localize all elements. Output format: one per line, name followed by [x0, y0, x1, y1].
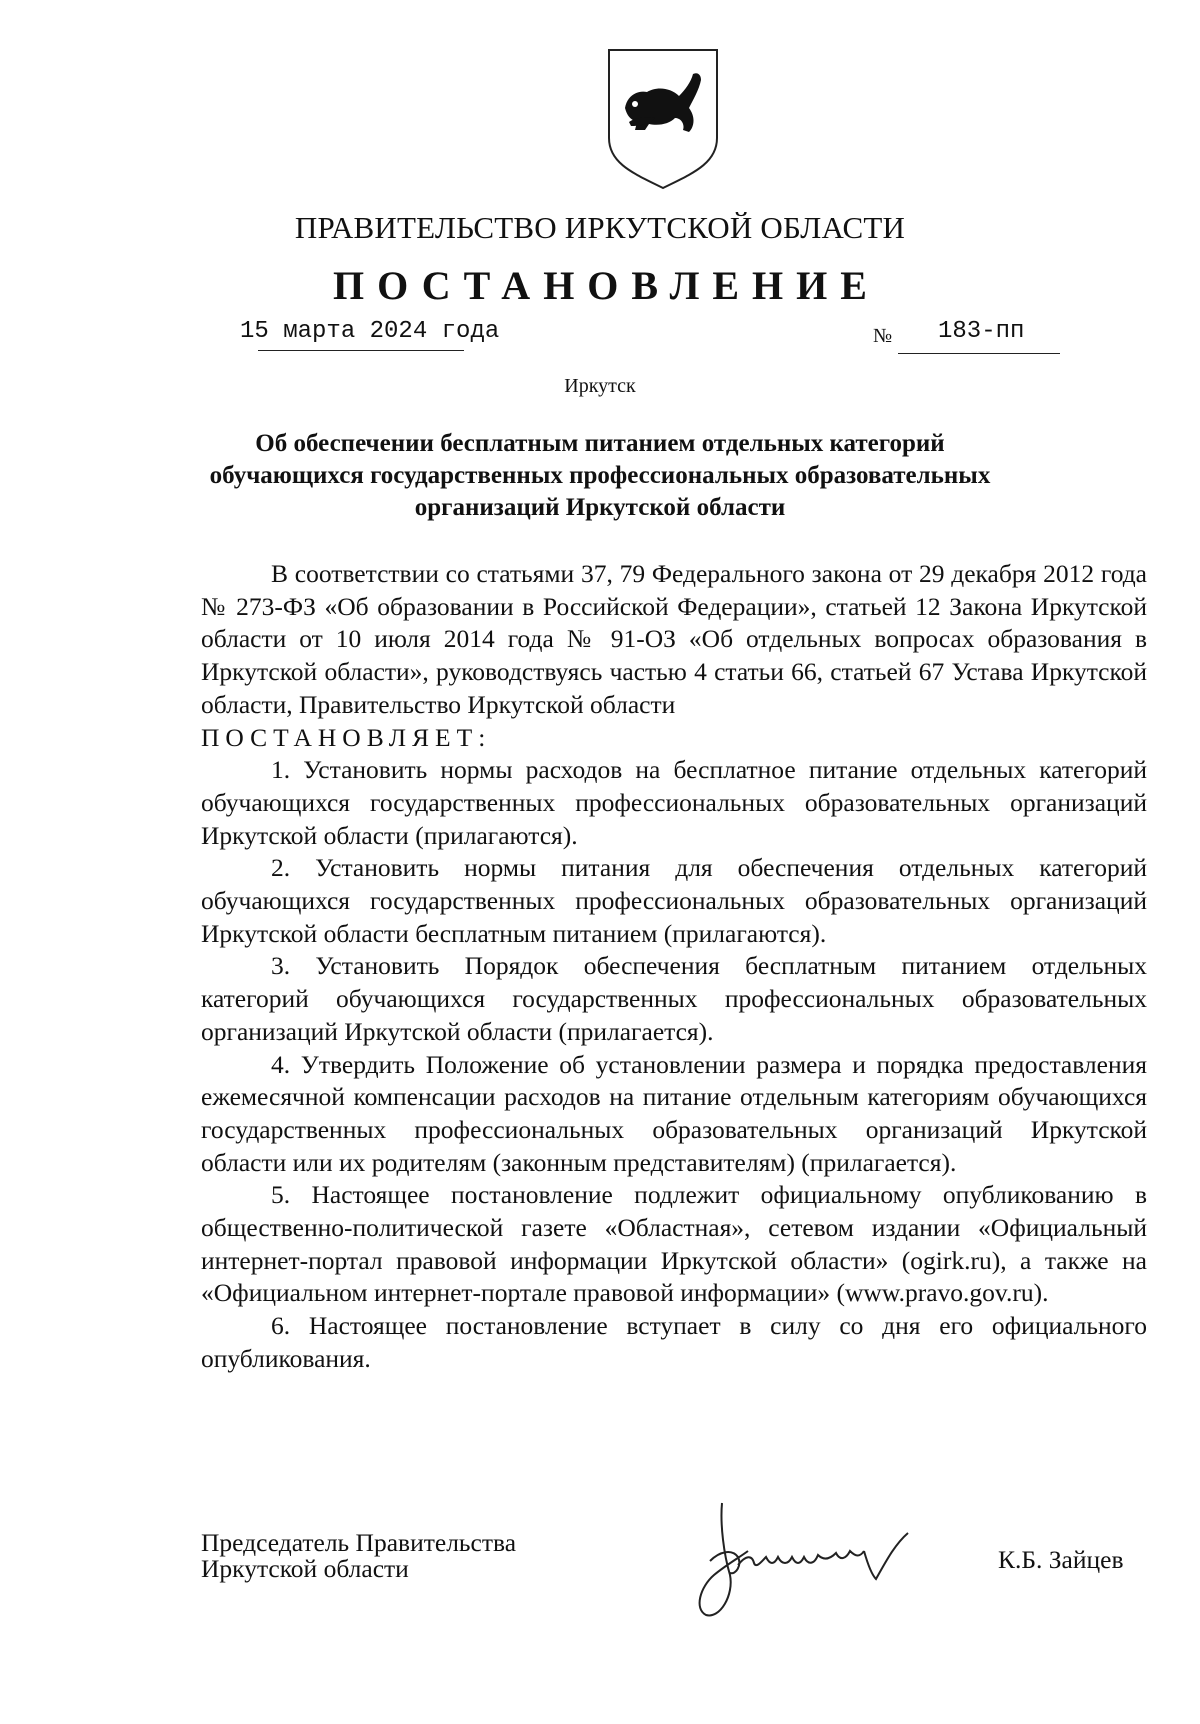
clause-item: 4. Утвердить Положение об установлении размера и порядка предоставления ежемесячной компенсации расходов на питание отдельным категориям обучающихся государственных профессиональных образовательных организаций Иркутской области или их родителям (законным представителям) (прилагается). — [201, 1049, 1147, 1177]
clause-item: 6. Настоящее постановление вступает в силу со дня его официального опубликования. — [201, 1311, 1147, 1373]
clause-item: 5. Настоящее постановление подлежит официальному опубликованию в общественно-политической газете «Областная», сетевом издании «Официальный интернет-портал правовой информации Иркутской области» (ogirk.ru), а также на «Официальном интернет-портале правовой информации» (www.pravo.gov.ru). — [201, 1180, 1147, 1308]
document-title — [200, 428, 1000, 524]
signer-position-line: Председатель Правительства — [201, 1528, 517, 1557]
document-type: ПОСТАНОВЛЕНИЕ — [333, 263, 880, 308]
irkutsk-coat-of-arms-icon — [605, 46, 721, 192]
city: Иркутск — [564, 375, 636, 397]
title-line: Об обеспечении бесплатным питанием отдельных категорий — [255, 430, 945, 457]
clause-item: 2. Установить нормы питания для обеспечения отдельных категорий обучающихся государственных профессиональных образовательных организаций Иркутской области бесплатным питанием (прилагаются). — [201, 853, 1147, 948]
title-line: организаций Иркутской области — [414, 494, 786, 521]
signer-position-line: Иркутской области — [201, 1554, 409, 1583]
signer-name: К.Б. Зайцев — [998, 1545, 1124, 1574]
handwritten-signature — [690, 1495, 940, 1630]
signer-position — [201, 1530, 516, 1582]
number-underline — [898, 353, 1060, 354]
document-date: 15 марта 2024 года — [240, 318, 500, 345]
document-number: 183-пп — [938, 318, 1025, 345]
date-underline — [258, 350, 464, 351]
document-body — [201, 558, 1147, 1376]
title-line: обучающихся государственных профессиональных образовательных — [209, 462, 991, 489]
preamble: В соответствии со статьями 37, 79 Федерального закона от 29 декабря 2012 года № 273-ФЗ «Об образовании в Российской Федерации», статьей 12 Закона Иркутской области от 10 июля 2014 года № 91-ОЗ «Об отдельных вопросах образования в Иркутской области», руководствуясь частью 4 статьи 66, статьей 67 Устава Иркутской области, Правительство Иркутской области — [201, 559, 1147, 719]
clause-item: 3. Установить Порядок обеспечения бесплатным питанием отдельных категорий обучающихся государственных профессиональных образовательных организаций Иркутской области (прилагается). — [201, 951, 1147, 1046]
number-sign: № — [873, 325, 893, 347]
clause-item: 1. Установить нормы расходов на бесплатное питание отдельных категорий обучающихся государственных профессиональных образовательных организаций Иркутской области (прилагаются). — [201, 755, 1147, 850]
government-name: ПРАВИТЕЛЬСТВО ИРКУТСКОЙ ОБЛАСТИ — [294, 210, 906, 245]
decides-heading: ПОСТАНОВЛЯЕТ: — [201, 722, 492, 752]
